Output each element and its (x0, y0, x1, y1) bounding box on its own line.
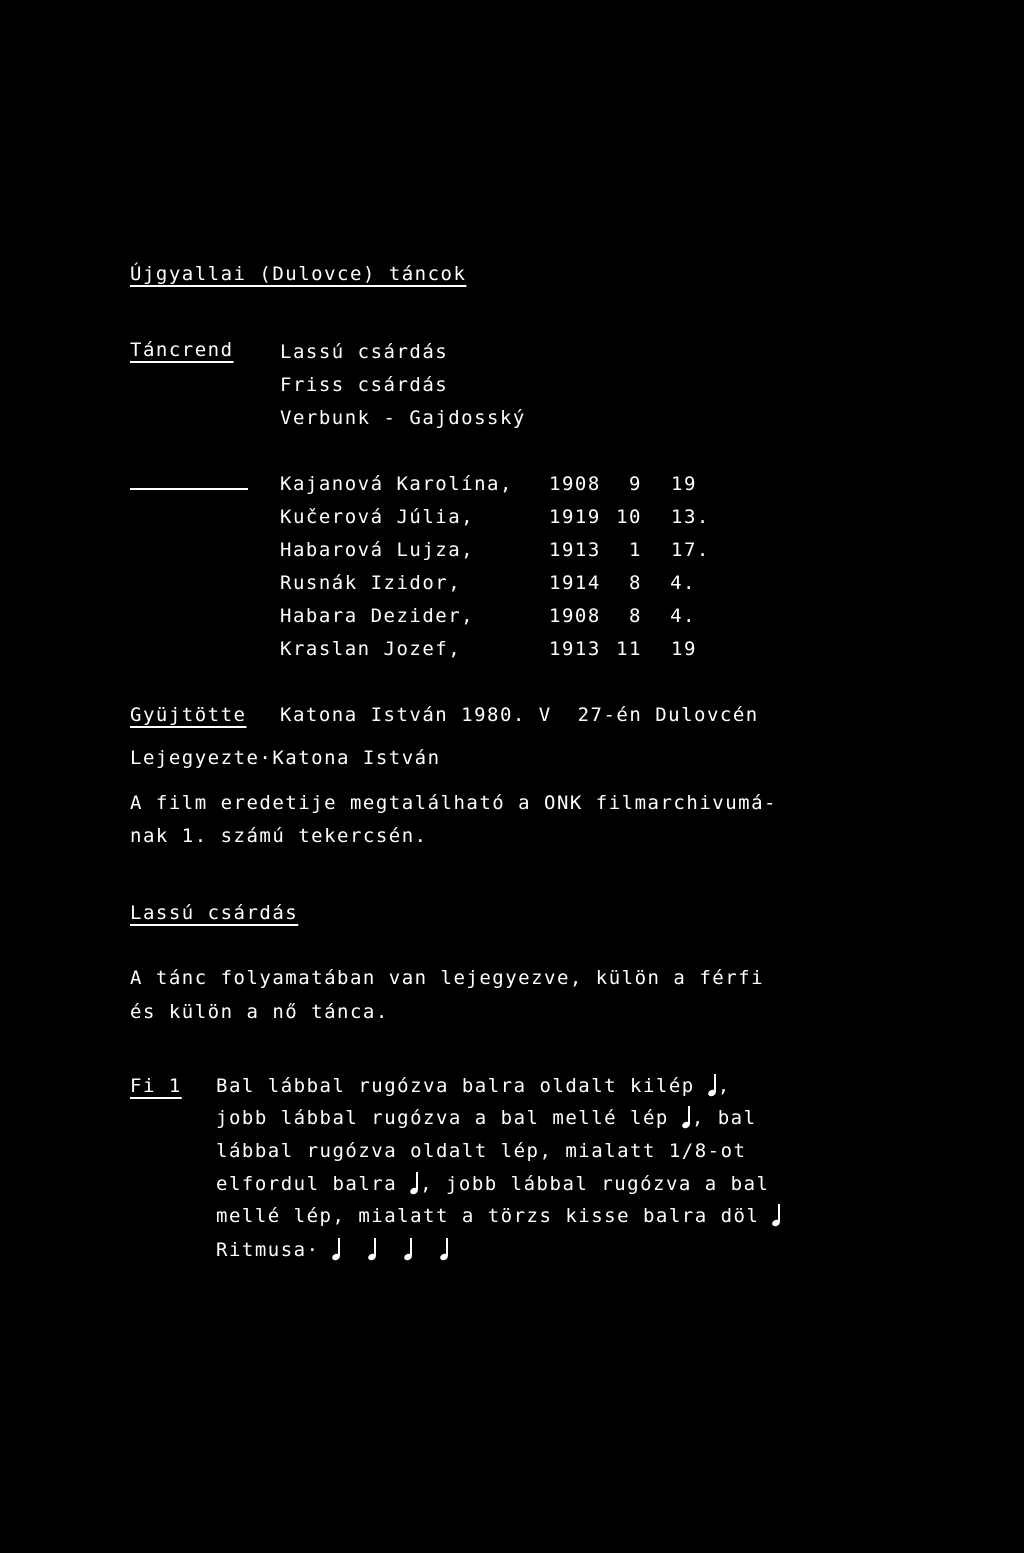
film-note-line2: nak 1. számú tekercsén. (130, 825, 428, 847)
informant-day: 19 (671, 638, 697, 660)
informant-name: Kajanová Karolína, (280, 473, 513, 495)
informant-year: 1914 (549, 572, 601, 594)
informant-name: Habara Dezider, (280, 605, 475, 627)
figure-line4-end: , jobb lábbal rugózva a bal (420, 1173, 770, 1195)
informant-name: Kraslan Jozef, (280, 638, 462, 660)
quarter-note-icon (404, 1238, 414, 1262)
informant-day: 17. (671, 539, 710, 561)
figure-line5 (216, 1204, 782, 1228)
figure-line1-text: Bal lábbal rugózva balra oldalt kilép (216, 1075, 695, 1097)
figure-line5-text: mellé lép, mialatt a törzs kisse balra döl (216, 1205, 760, 1227)
figure-line1 (216, 1074, 731, 1098)
notated-line: Lejegyezte·Katona István (130, 747, 441, 769)
figure-line4 (216, 1172, 769, 1196)
informant-name: Rusnák Izidor, (280, 572, 462, 594)
informant-day: 4. (670, 572, 696, 594)
informant-day: 4. (670, 605, 696, 627)
tancrend-item-3: Verbunk - Gajdosský (280, 407, 526, 429)
figure-line2-text: jobb lábbal rugózva a bal mellé lép (216, 1107, 669, 1129)
quarter-note-icon (708, 1074, 718, 1098)
section-line2: és külön a nő tánca. (130, 1001, 389, 1023)
quarter-note-icon (682, 1106, 692, 1130)
informant-year: 1913 (549, 638, 601, 660)
informant-name: Kučerová Júlia, (280, 506, 475, 528)
film-note-line1: A film eredetije megtalálható a ONK filmarchivumá- (130, 792, 777, 814)
tancrend-label: Táncrend (130, 339, 234, 361)
quarter-note-icon (440, 1238, 450, 1262)
informant-month: 10 (616, 506, 642, 528)
informant-year: 1913 (549, 539, 601, 561)
figure-line3: lábbal rugózva oldalt lép, mialatt 1/8-ot (216, 1140, 747, 1162)
quarter-note-icon (772, 1204, 782, 1228)
informant-month: 11 (616, 638, 642, 660)
rhythm-label: Ritmusa· (216, 1239, 320, 1261)
rhythm-line (216, 1238, 450, 1262)
informant-month: 1 (629, 539, 642, 561)
collected-label: Gyüjtötte (130, 704, 247, 726)
section-line1: A tánc folyamatában van lejegyezve, külön a férfi (130, 967, 765, 989)
tancrend-item-2: Friss csárdás (280, 374, 449, 396)
figure-line2-end: , bal (691, 1107, 757, 1129)
informant-month: 8 (629, 605, 642, 627)
quarter-note-icon (332, 1238, 342, 1262)
quarter-note-icon (410, 1172, 420, 1196)
informant-day: 13. (671, 506, 710, 528)
informant-year: 1919 (549, 506, 601, 528)
informant-year: 1908 (549, 473, 601, 495)
informant-name: Habarová Lujza, (280, 539, 475, 561)
informant-month: 8 (629, 572, 642, 594)
figure-line4-text: elfordul balra (216, 1173, 398, 1195)
figure-line1-end: , (717, 1075, 731, 1097)
informants-rule (130, 488, 248, 490)
informant-day: 19 (671, 473, 697, 495)
figure-label: Fi 1 (130, 1075, 182, 1097)
page-title: Újgyallai (Dulovce) táncok (130, 263, 467, 285)
collected-text: Katona István 1980. V 27-én Dulovcén (280, 704, 759, 726)
informant-month: 9 (629, 473, 642, 495)
figure-line2 (216, 1106, 757, 1130)
section-title: Lassú csárdás (130, 902, 299, 924)
tancrend-item-1: Lassú csárdás (280, 341, 449, 363)
informant-year: 1908 (549, 605, 601, 627)
quarter-note-icon (368, 1238, 378, 1262)
